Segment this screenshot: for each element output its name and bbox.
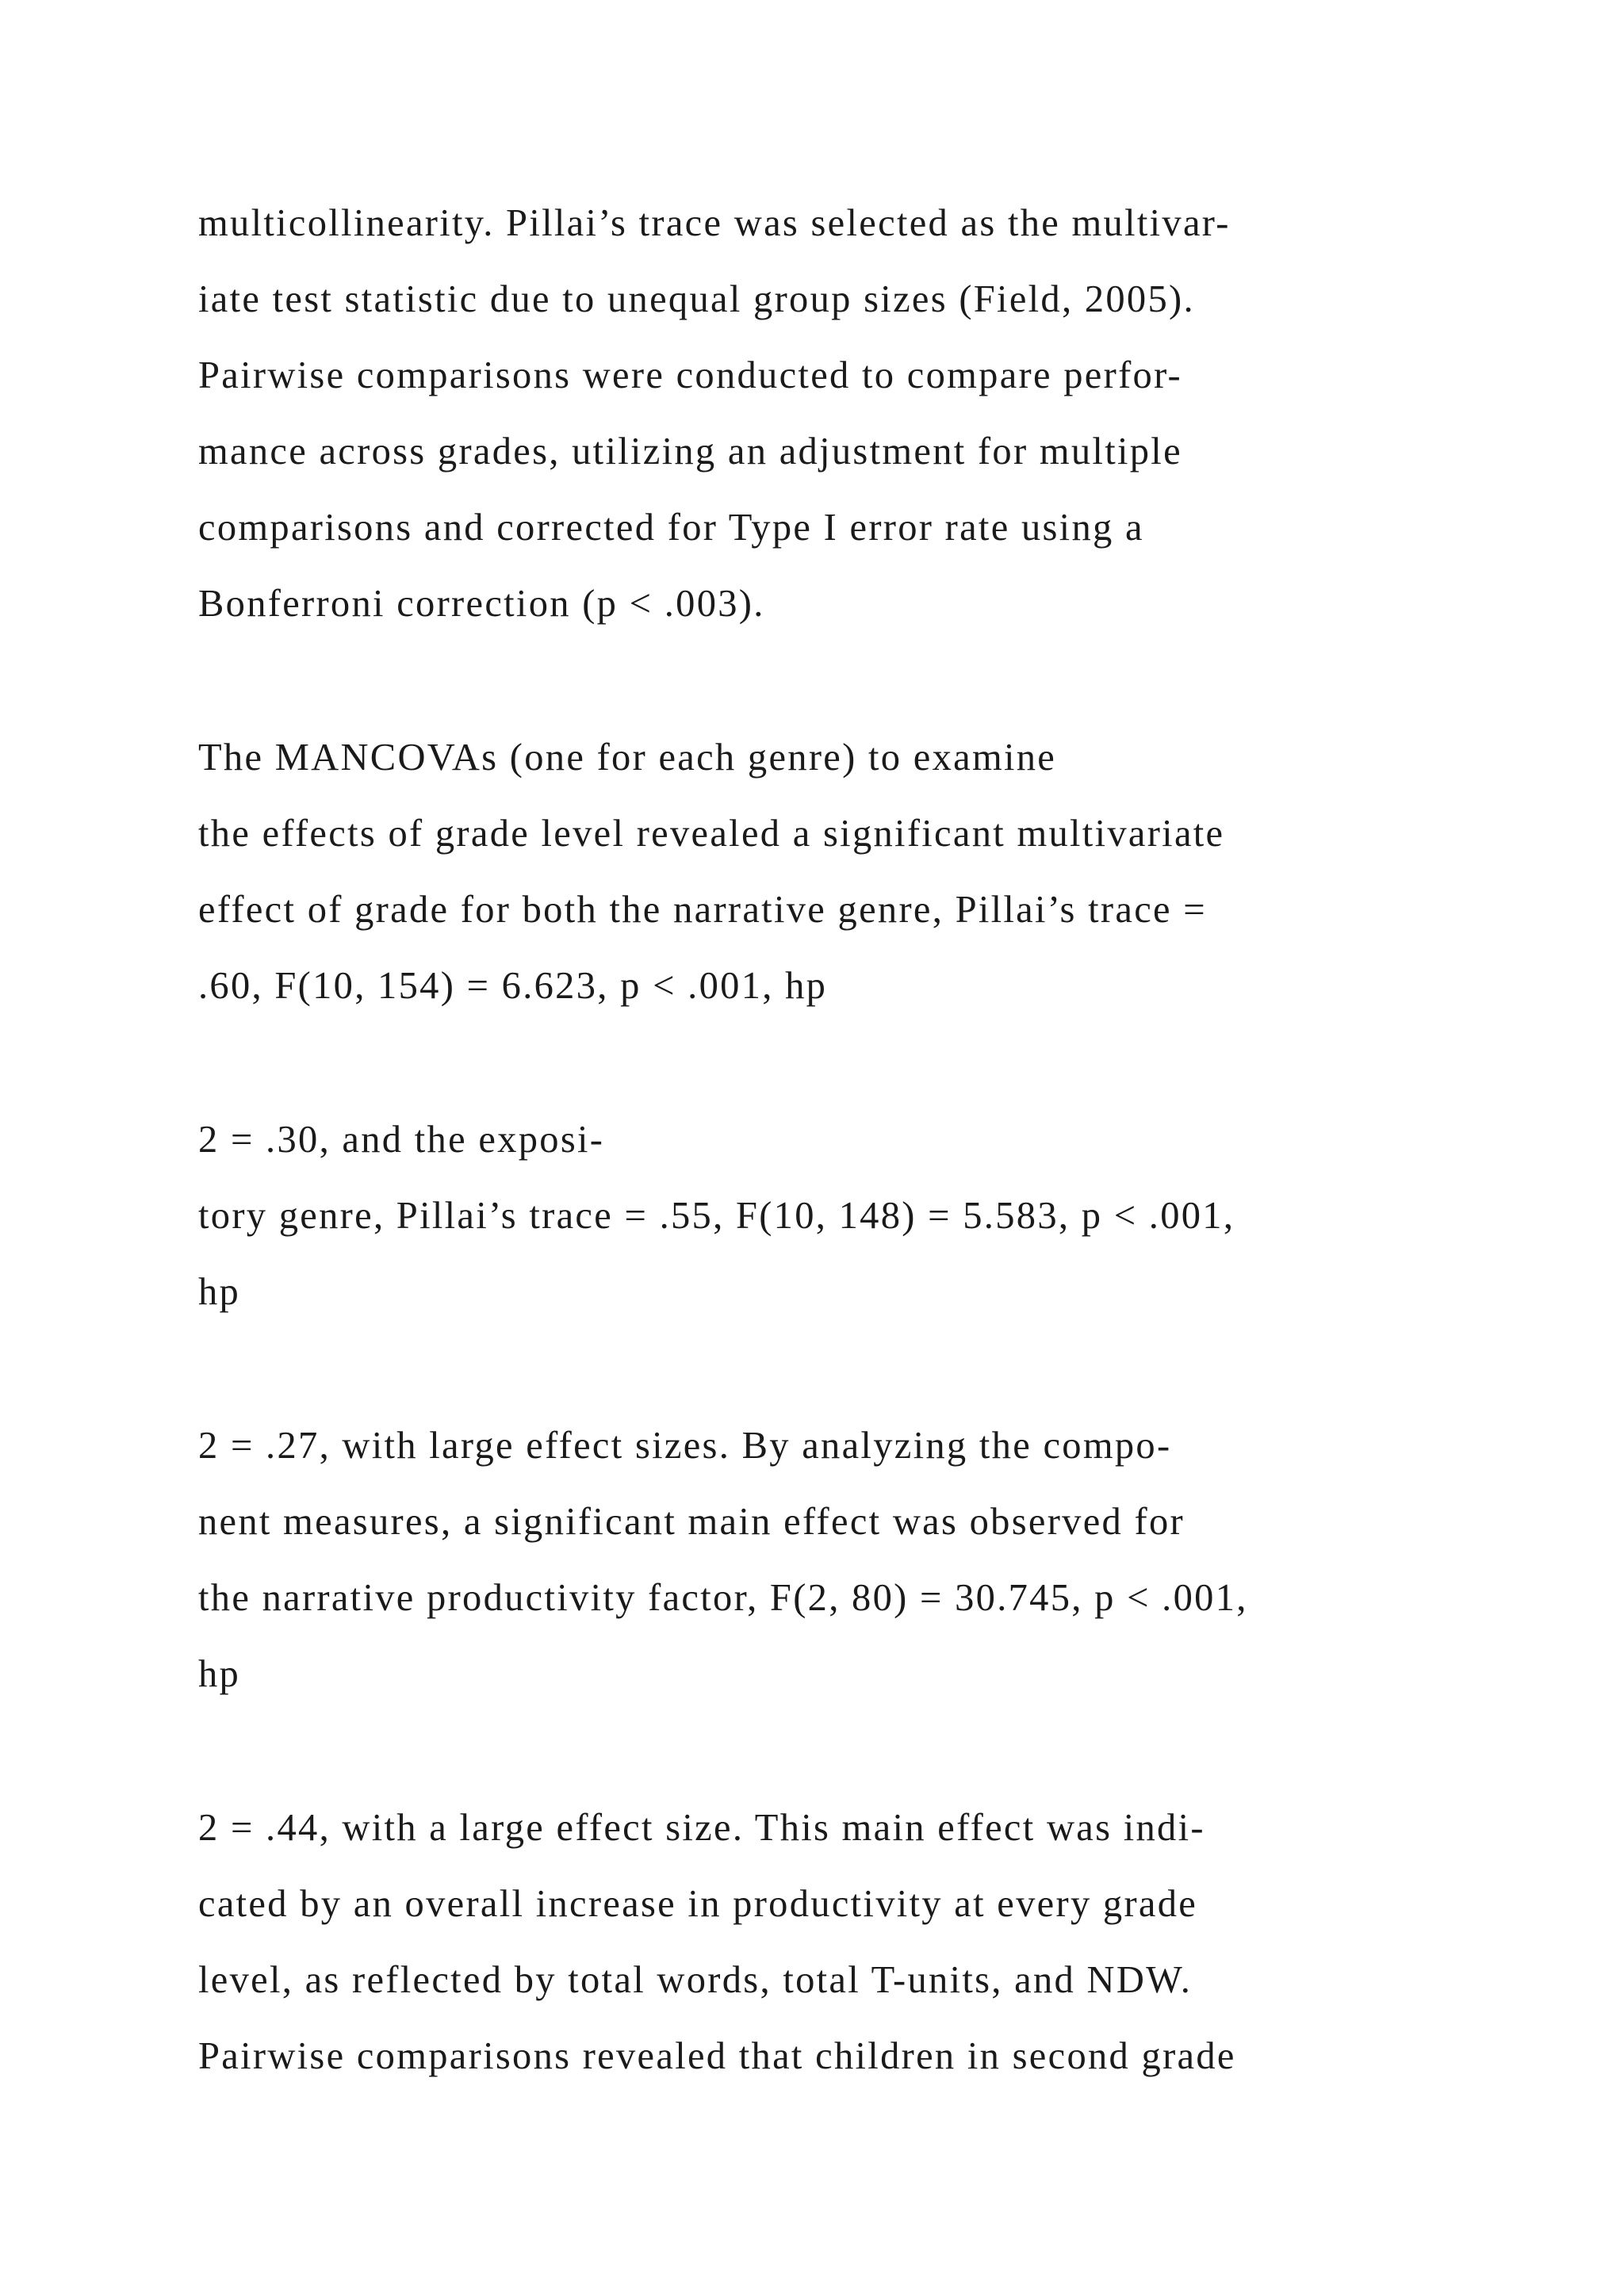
text-line: Bonferroni correction (p < .003). <box>198 583 765 625</box>
text-line: 2 = .44, with a large effect size. This main effect was indi- <box>198 1807 1205 1849</box>
text-line: Pairwise comparisons revealed that children in second grade <box>198 2035 1236 2077</box>
text-line: hp <box>198 1271 241 1313</box>
text-line: The MANCOVAs (one for each genre) to examine <box>198 737 1057 779</box>
text-line: level, as reflected by total words, total T-units, and NDW. <box>198 1959 1193 2001</box>
text-line: hp <box>198 1653 241 1695</box>
text-line: iate test statistic due to unequal group sizes (Field, 2005). <box>198 278 1195 320</box>
text-line: the narrative productivity factor, F(2, 80) = 30.745, p < .001, <box>198 1577 1248 1619</box>
text-line: 2 = .27, with large effect sizes. By analyzing the compo- <box>198 1425 1172 1467</box>
text-line: 2 = .30, and the exposi- <box>198 1119 605 1161</box>
text-line: the effects of grade level revealed a significant multivariate <box>198 813 1225 855</box>
text-line: tory genre, Pillai’s trace = .55, F(10, 148) = 5.583, p < .001, <box>198 1195 1235 1237</box>
text-line: Pairwise comparisons were conducted to compare perfor- <box>198 354 1183 396</box>
text-line: .60, F(10, 154) = 6.623, p < .001, hp <box>198 965 828 1007</box>
text-line: effect of grade for both the narrative genre, Pillai’s trace = <box>198 889 1207 931</box>
text-line: comparisons and corrected for Type I error rate using a <box>198 507 1144 549</box>
text-line: cated by an overall increase in productivity at every grade <box>198 1883 1198 1925</box>
text-line: nent measures, a significant main effect was observed for <box>198 1501 1185 1543</box>
text-line: multicollinearity. Pillai’s trace was selected as the multivar- <box>198 202 1231 244</box>
text-line: mance across grades, utilizing an adjustment for multiple <box>198 430 1182 473</box>
